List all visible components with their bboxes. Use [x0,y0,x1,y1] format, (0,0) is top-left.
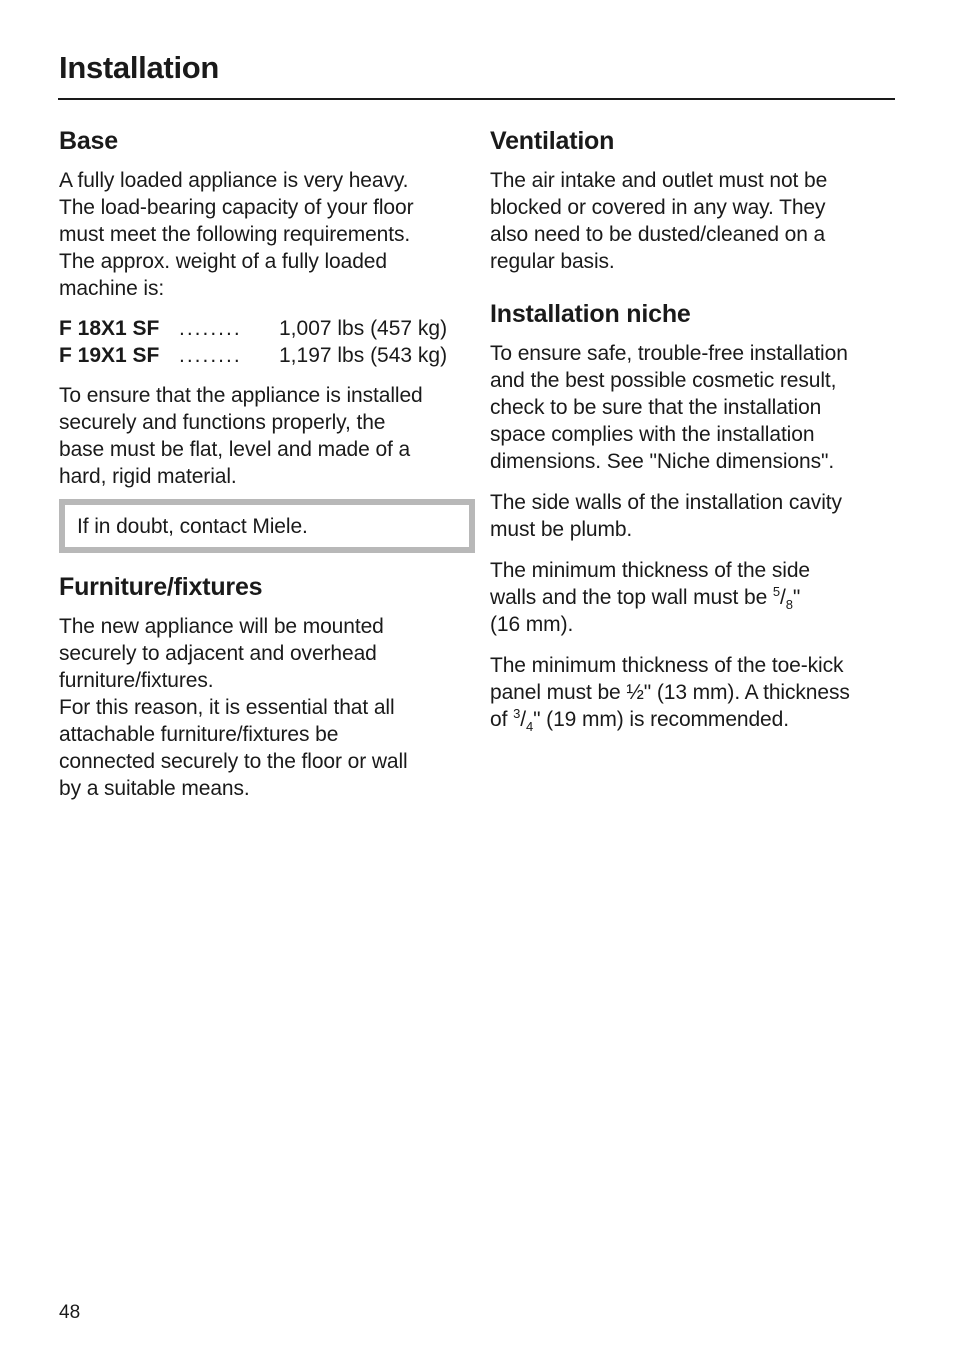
niche-line: The minimum thickness of the side [490,559,810,582]
niche-paragraph-4: The minimum thickness of the toe-kick panel must be ½" (13 mm). A thickness of $^3/_4$" (19 mm) is recommended. [490,654,850,735]
furniture-line: connected securely to the floor or wall [59,750,408,773]
section-base [59,125,469,553]
niche-line: must be plumb. [490,518,633,541]
section-installation-niche [490,298,895,733]
niche-line: To ensure safe, trouble-free installation [490,342,848,365]
base-intro-line: machine is: [59,277,165,300]
page-number: 48 [59,1302,81,1323]
niche-line: walls and the top wall must be [490,586,773,609]
spec-model: F 18X1 SF [59,317,160,340]
fraction-denominator: 4 [525,719,534,735]
weight-spec-row [59,342,469,369]
base-requirement-line: securely and functions properly, the [59,411,386,434]
ventilation-heading: Ventilation [490,127,615,155]
ventilation-line: blocked or covered in any way. They [490,196,826,219]
weight-spec-list [59,315,469,369]
niche-line: " (19 mm) is recommended. [533,708,789,731]
spec-weight: 1,007 lbs (457 kg) [279,317,448,340]
fraction-denominator: 8 [785,597,793,613]
section-ventilation [490,125,895,275]
base-intro [59,167,469,302]
ventilation-line: regular basis. [490,250,615,273]
furniture-line: The new appliance will be mounted [59,615,384,638]
inch-mark: " [792,586,801,609]
note-text: If in doubt, contact Miele. [77,515,308,538]
niche-line: The minimum thickness of the toe-kick [490,654,844,677]
ventilation-line: also need to be dusted/cleaned on a [490,223,826,246]
niche-line: (16 mm). [490,613,574,636]
page-title: Installation [59,50,220,85]
furniture-heading: Furniture/fixtures [59,573,263,601]
base-intro-line: A fully loaded appliance is very heavy. [59,169,409,192]
furniture-line: attachable furniture/fixtures be [59,723,339,746]
fraction-numerator: 5 [772,584,781,599]
right-column [490,125,895,733]
title-divider [58,98,895,100]
niche-paragraph-2 [490,489,895,543]
spec-leader-dots: ........ [179,344,242,367]
niche-line: check to be sure that the installation [490,396,822,419]
niche-line: and the best possible cosmetic result, [490,369,837,392]
base-requirement-line: To ensure that the appliance is installed [59,384,423,407]
spec-leader-dots: ........ [179,317,242,340]
niche-paragraph-1 [490,340,895,475]
furniture-line: securely to adjacent and overhead [59,642,377,665]
spec-model: F 19X1 SF [59,344,160,367]
ventilation-text [490,167,895,275]
niche-line: The side walls of the installation cavity [490,491,842,514]
furniture-text [59,613,469,802]
niche-paragraph-3: The minimum thickness of the side walls and the top wall must be $^5/_8$" (16 mm). [490,559,810,636]
furniture-line: by a suitable means. [59,777,250,800]
base-intro-line: must meet the following requirements. [59,223,411,246]
base-intro-line: The approx. weight of a fully loaded [59,250,387,273]
furniture-line: For this reason, it is essential that all [59,696,395,719]
note-box [59,499,475,553]
base-heading: Base [59,127,118,155]
base-requirement-line: hard, rigid material. [59,465,237,488]
section-furniture [59,571,469,802]
niche-line: dimensions. See "Niche dimensions". [490,450,835,473]
weight-spec-row [59,315,469,342]
left-column [59,125,469,802]
niche-heading: Installation niche [490,300,691,328]
niche-line: panel must be ½" (13 mm). A thickness [490,681,850,704]
niche-line: of [490,708,514,731]
spec-weight: 1,197 lbs (543 kg) [279,344,448,367]
base-requirement [59,382,469,490]
base-intro-line: The load-bearing capacity of your floor [59,196,414,219]
niche-line: space complies with the installation [490,423,815,446]
ventilation-line: The air intake and outlet must not be [490,169,828,192]
base-requirement-line: base must be flat, level and made of a [59,438,411,461]
fraction-numerator: 3 [513,706,521,721]
furniture-line: furniture/fixtures. [59,669,214,692]
